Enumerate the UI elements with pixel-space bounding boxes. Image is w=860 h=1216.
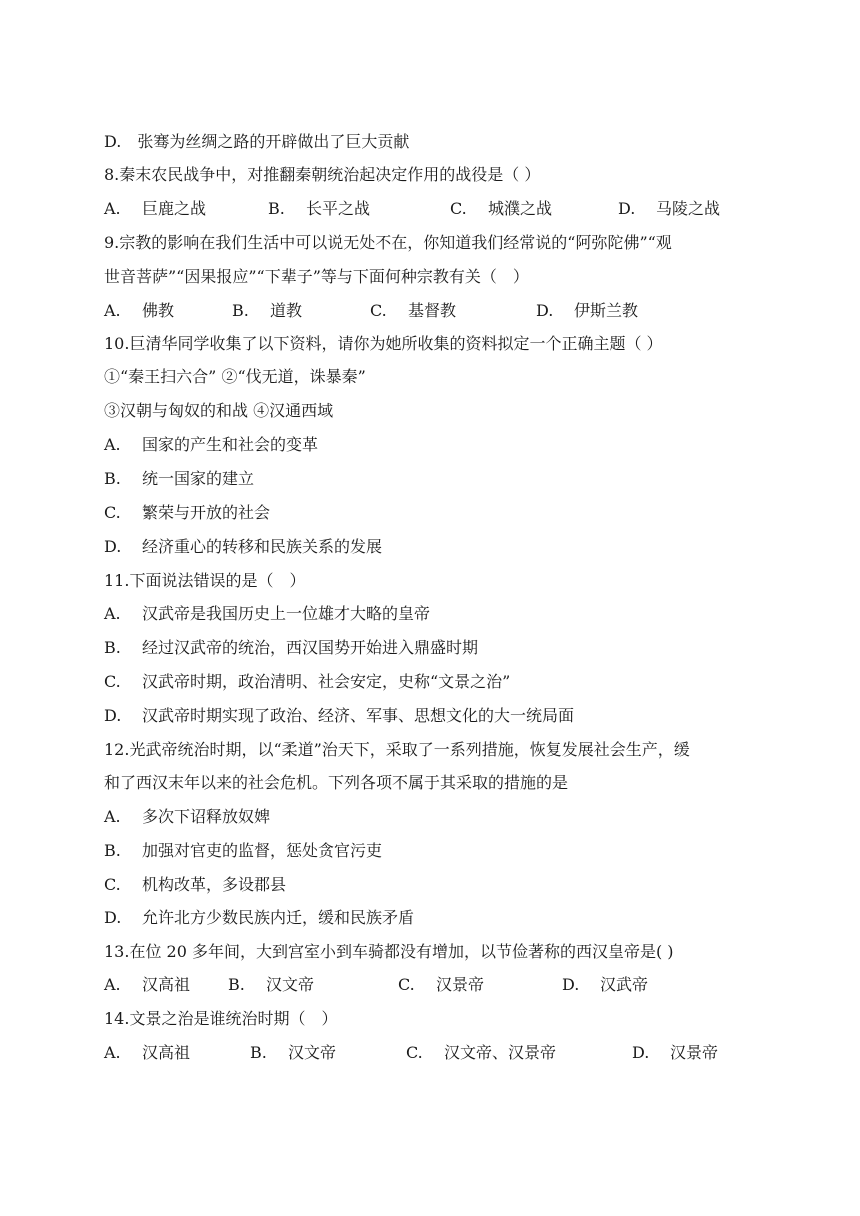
- question-12-option-c: C. 机构改革，多设郡县: [104, 875, 287, 894]
- question-12-option-a: A. 多次下诏释放奴婢: [104, 807, 271, 826]
- question-12-stem-line-2: 和了西汉末年以来的社会危机。下列各项不属于其采取的措施的是: [104, 773, 569, 792]
- question-14-option-d: D. 汉景帝: [632, 1043, 719, 1062]
- question-9-option-a: A. 佛教: [104, 301, 175, 320]
- question-9-option-b: B. 道教: [232, 301, 303, 320]
- question-8-option-d: D. 马陵之战: [618, 199, 721, 218]
- question-8-options: [104, 194, 744, 224]
- question-13-option-d: D. 汉武帝: [562, 975, 649, 994]
- question-13-option-a: A. 汉高祖: [104, 975, 191, 994]
- question-13-option-c: C. 汉景帝: [398, 975, 485, 994]
- question-8-option-b: B. 长平之战: [268, 199, 371, 218]
- question-10-material-line-1: ①“秦王扫六合” ②“伐无道，诛暴秦”: [104, 367, 366, 386]
- question-13-option-b: B. 汉文帝: [228, 975, 315, 994]
- question-11-stem: 11.下面说法错误的是（ ）: [104, 571, 306, 590]
- question-11-option-a: A. 汉武帝是我国历史上一位雄才大略的皇帝: [104, 604, 431, 623]
- question-13-stem: 13.在位 20 多年间，大到宫室小到车骑都没有增加，以节俭著称的西汉皇帝是( ): [104, 942, 674, 961]
- question-10-option-d: D. 经济重心的转移和民族关系的发展: [104, 537, 383, 556]
- question-14-option-a: A. 汉高祖: [104, 1043, 191, 1062]
- question-12-option-b: B. 加强对官吏的监督，惩处贪官污吏: [104, 841, 383, 860]
- question-9-option-d: D. 伊斯兰教: [536, 301, 639, 320]
- question-11-option-c: C. 汉武帝时期，政治清明、社会安定，史称“文景之治”: [104, 672, 511, 691]
- question-9-options: [104, 296, 744, 326]
- question-12-option-d: D. 允许北方少数民族内迁，缓和民族矛盾: [104, 908, 415, 927]
- question-9-stem-line-1: 9.宗教的影响在我们生活中可以说无处不在，你知道我们经常说的“阿弥陀佛”“观: [104, 233, 672, 252]
- question-14-options: [104, 1038, 784, 1068]
- question-9-option-c: C. 基督教: [370, 301, 457, 320]
- question-10-stem: 10.巨清华同学收集了以下资料，请你为她所收集的资料拟定一个正确主题（ ）: [104, 334, 663, 353]
- question-14-option-b: B. 汉文帝: [250, 1043, 337, 1062]
- question-10-option-a: A. 国家的产生和社会的变革: [104, 435, 319, 454]
- question-10-option-c: C. 繁荣与开放的社会: [104, 503, 271, 522]
- question-11-option-d: D. 汉武帝时期实现了政治、经济、军事、思想文化的大一统局面: [104, 706, 575, 725]
- question-11-option-b: B. 经过汉武帝的统治，西汉国势开始进入鼎盛时期: [104, 638, 479, 657]
- question-13-options: [104, 970, 744, 1000]
- question-14-option-c: C. 汉文帝、汉景帝: [406, 1043, 557, 1062]
- question-8-option-c: C. 城濮之战: [450, 199, 553, 218]
- question-9-stem-line-2: 世音菩萨”“因果报应”“下辈子”等与下面何种宗教有关（ ）: [104, 267, 529, 286]
- question-10-option-b: B. 统一国家的建立: [104, 469, 255, 488]
- question-8-option-a: A. 巨鹿之战: [104, 199, 207, 218]
- prev-question-option-d: D. 张骞为丝绸之路的开辟做出了巨大贡献: [104, 132, 410, 151]
- question-10-material-line-2: ③汉朝与匈奴的和战 ④汉通西域: [104, 401, 334, 420]
- question-8-stem: 8.秦末农民战争中，对推翻秦朝统治起决定作用的战役是（ ）: [104, 165, 541, 184]
- question-12-stem-line-1: 12.光武帝统治时期，以“柔道”治天下，采取了一系列措施，恢复发展社会生产，缓: [104, 740, 690, 759]
- question-14-stem: 14.文景之治是谁统治时期（ ）: [104, 1009, 338, 1028]
